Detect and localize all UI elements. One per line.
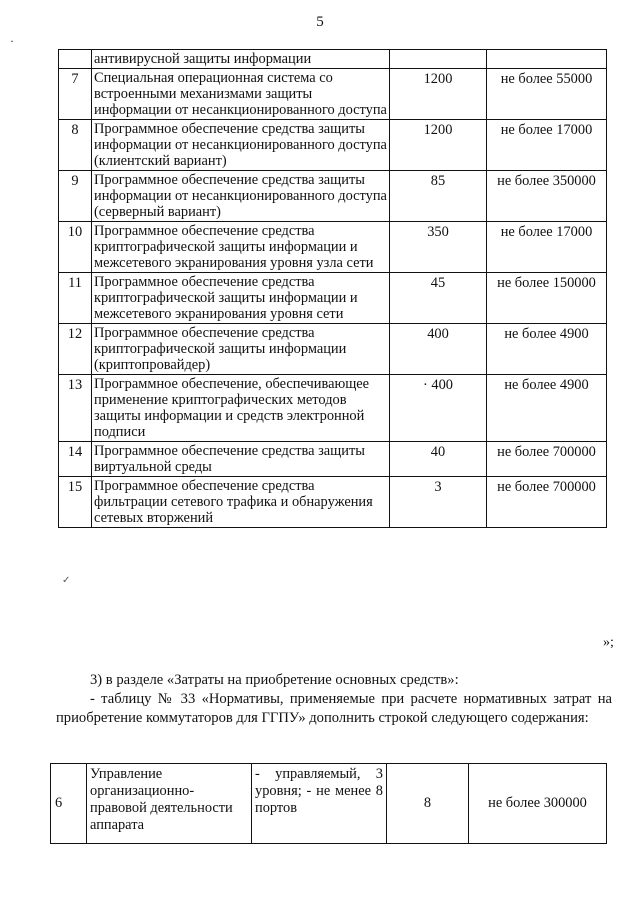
row-quantity: 3 [390,477,487,528]
row-number: 11 [59,273,92,324]
row-name: Программное обеспечение средства криптографической защиты информации и межсетевого экранирования уровня сети [92,273,390,324]
row-quantity: 1200 [390,120,487,171]
closing-quote-mark: »; [603,635,614,650]
table-row [59,324,607,375]
row-name: Программное обеспечение, обеспечивающее применение криптографических методов защиты информации и средств электронной подписи [92,375,390,442]
row-number: 14 [59,442,92,477]
row-quantity: 350 [390,222,487,273]
table-row [59,477,607,528]
row-number: 12 [59,324,92,375]
stray-mark: · [10,34,14,48]
row-quantity: 45 [390,273,487,324]
row-number [59,50,92,69]
row-name: Программное обеспечение средства криптографической защиты информации (криптопровайдер) [92,324,390,375]
row-number: 9 [59,171,92,222]
row-name: антивирусной защиты информации [92,50,390,69]
row-name: Специальная операционная система со встроенными механизмами защиты информации от несанкционированного доступа [92,69,390,120]
row-price: не более 350000 [487,171,607,222]
page-number: 5 [316,14,324,30]
row-name: Программное обеспечение средства защиты информации от несанкционированного доступа (клиентский вариант) [92,120,390,171]
row-price: не более 17000 [487,120,607,171]
table-row [59,442,607,477]
table-row [59,120,607,171]
row-price: не более 150000 [487,273,607,324]
row-quantity: 40 [390,442,487,477]
row-number: 13 [59,375,92,442]
row-price: не более 55000 [487,69,607,120]
row-quantity: 85 [390,171,487,222]
paragraph-table-33-instruction: - таблицу № 33 «Нормативы, применяемые при расчете нормативных затрат на приобретение коммутаторов для ГГПУ» дополнить строкой следующего содержания: [56,691,612,726]
row-price: не более 300000 [469,764,607,844]
table-row [59,222,607,273]
table-row [51,764,607,844]
row-name: Программное обеспечение средства защиты информации от несанкционированного доступа (серверный вариант) [92,171,390,222]
row-quantity: · 400 [390,375,487,442]
switches-norms-row-table [50,763,607,844]
row-name: Программное обеспечение средства криптографической защиты информации и межсетевого экранирования уровня узла сети [92,222,390,273]
row-name: Управление организационно-правовой деятельности аппарата [87,764,252,844]
row-price: не более 4900 [487,324,607,375]
row-number: 8 [59,120,92,171]
table-row [59,50,607,69]
row-price: не более 17000 [487,222,607,273]
row-quantity: 1200 [390,69,487,120]
row-quantity [390,50,487,69]
handwritten-tick-mark: ✓ [62,575,71,586]
paragraph-section-3: 3) в разделе «Затраты на приобретение основных средств»: [90,672,459,688]
software-norms-table [58,49,607,528]
table-row [59,69,607,120]
row-specification: - управляемый, 3 уровня; - не менее 8 портов [252,764,387,844]
row-number: 7 [59,69,92,120]
table-row [59,273,607,324]
row-quantity: 400 [390,324,487,375]
row-price [487,50,607,69]
row-number: 6 [51,764,87,844]
table-row [59,375,607,442]
row-name: Программное обеспечение средства защиты виртуальной среды [92,442,390,477]
row-number: 15 [59,477,92,528]
row-quantity: 8 [387,764,469,844]
table-row [59,171,607,222]
row-price: не более 700000 [487,477,607,528]
row-number: 10 [59,222,92,273]
row-price: не более 4900 [487,375,607,442]
row-name: Программное обеспечение средства фильтрации сетевого трафика и обнаружения сетевых вторжений [92,477,390,528]
row-price: не более 700000 [487,442,607,477]
